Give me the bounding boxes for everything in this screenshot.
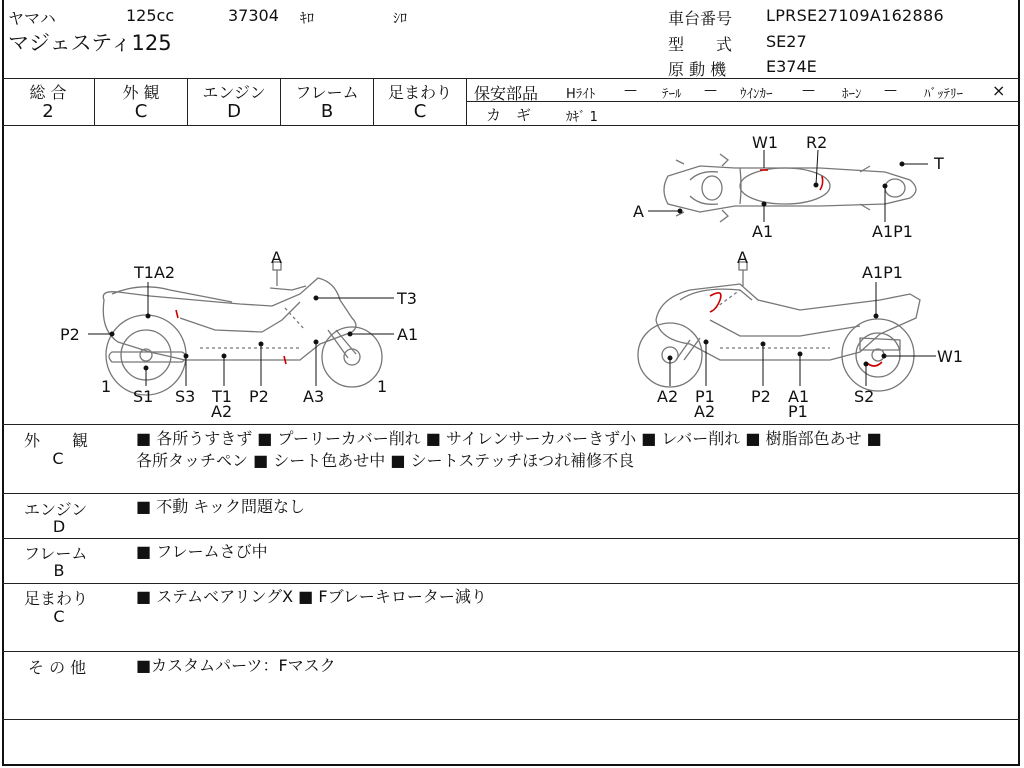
diagram-label: P2 [751, 387, 771, 406]
overall-grade: 2 [42, 101, 54, 122]
equipment-item-mark: — [802, 83, 815, 98]
divider [2, 538, 1020, 539]
equipment-item-name: Hﾗｲﾄ [566, 87, 596, 102]
section-line: 各所タッチペン ■ シート色あせ中 ■ シートステッチほつれ補修不良 [136, 451, 635, 470]
diagram-label: T1A2 [134, 263, 176, 282]
diagram-label: S1 [133, 387, 154, 406]
divider [2, 719, 1020, 720]
diagram-label: A2 [211, 402, 233, 421]
diagram-label: S2 [854, 387, 875, 406]
diagram-label: P1 [695, 387, 715, 406]
mileage-unit: ｷﾛ [300, 11, 314, 27]
diagram-label: S3 [175, 387, 196, 406]
equipment-item-name: ﾎｰﾝ [842, 87, 862, 102]
type-value: SE27 [766, 32, 807, 51]
frame-no: LPRSE27109A162886 [766, 6, 944, 25]
diagram-label: 1 [101, 377, 112, 396]
section-grade: D [52, 517, 66, 536]
key-label: カ ギ [486, 106, 532, 124]
section-label: 外 観 [24, 431, 89, 450]
section-grade: C [53, 607, 65, 626]
diagram-label: A [271, 248, 282, 267]
section-line: ■ ステムベアリングX ■ Fブレーキローター減り [136, 587, 487, 606]
mileage: 37304 [228, 6, 279, 25]
equipment-item-name: ﾊﾞｯﾃﾘｰ [924, 87, 963, 102]
diagram-label: R2 [806, 133, 828, 152]
diagram-label: T3 [397, 289, 417, 308]
divider [2, 424, 1020, 425]
section-line: ■ 各所うすきず ■ プーリーカバー削れ ■ サイレンサーカバーきず小 ■ レバー削れ ■ 樹脂部色あせ ■ [136, 429, 882, 448]
equipment-item-mark: — [884, 83, 897, 98]
diagram-label: P2 [60, 325, 80, 344]
color: ｼﾛ [393, 11, 407, 27]
key-value: ｶｷﾞ 1 [566, 110, 598, 125]
diagram-label: A2 [657, 387, 679, 406]
diagram-label: A1P1 [872, 222, 913, 241]
diagram-label: P1 [788, 402, 808, 421]
section-line: ■ フレームさび中 [136, 542, 268, 561]
equipment-item-name: ﾃｰﾙ [662, 87, 682, 102]
diagram-label: A3 [303, 387, 325, 406]
suspension-grade-label: 足まわり [387, 83, 452, 102]
engine-grade-label: エンジン [202, 83, 266, 102]
section-line: ■カスタムパーツ：Fマスク [136, 656, 336, 675]
exterior-grade-label: 外 観 [122, 83, 160, 102]
diagram-label: P2 [249, 387, 269, 406]
divider [2, 583, 1020, 584]
section-grade: B [53, 561, 65, 580]
engine-model-value: E374E [766, 57, 817, 76]
leader-lines [88, 150, 936, 386]
frame-grade-label: フレーム [295, 83, 359, 102]
diagram-label: A [633, 202, 644, 221]
engine-model-label: 原 動 機 [668, 60, 727, 79]
model-name: マジェスティ125 [8, 31, 172, 55]
exterior-grade: C [134, 101, 148, 122]
top-view-scooter [664, 154, 916, 222]
diagram-label: A2 [694, 402, 716, 421]
divider [2, 78, 1020, 79]
diagram-label: 1 [377, 377, 388, 396]
type-label: 型 式 [668, 35, 733, 54]
suspension-grade: C [413, 101, 427, 122]
diagram-label: T1 [212, 387, 232, 406]
frame-grade: B [320, 101, 334, 122]
equipment-item-mark: — [704, 83, 717, 98]
divider [2, 493, 1020, 494]
section-line: ■ 不動 キック問題なし [136, 497, 305, 516]
diagram-label: A1P1 [862, 263, 903, 282]
section-label: フレーム [24, 544, 88, 563]
diagram-label: A1 [752, 222, 774, 241]
equipment-item-mark: — [624, 83, 637, 98]
section-label: 足まわり [24, 589, 89, 608]
equipment-label: 保安部品 [474, 84, 539, 103]
section-grade: C [52, 449, 64, 468]
diagram-label: T [934, 154, 944, 173]
section-label: そ の 他 [28, 658, 87, 677]
diagram-label: W1 [752, 133, 778, 152]
diagram-label: A [737, 248, 748, 267]
overall-grade-label: 総 合 [29, 83, 67, 102]
divider [2, 651, 1020, 652]
diagram-label: A1 [788, 387, 810, 406]
section-label: エンジン [24, 500, 88, 519]
equipment-item-name: ｳｲﾝｶｰ [740, 87, 773, 102]
maker: ヤマハ [8, 9, 56, 28]
frame-no-label: 車台番号 [668, 9, 733, 28]
diagram-label: W1 [937, 347, 963, 366]
engine-grade: D [227, 101, 241, 122]
diagram-label: A1 [397, 325, 419, 344]
divider [466, 78, 467, 125]
equipment-item-mark: × [992, 81, 1006, 100]
displacement: 125cc [126, 6, 175, 25]
